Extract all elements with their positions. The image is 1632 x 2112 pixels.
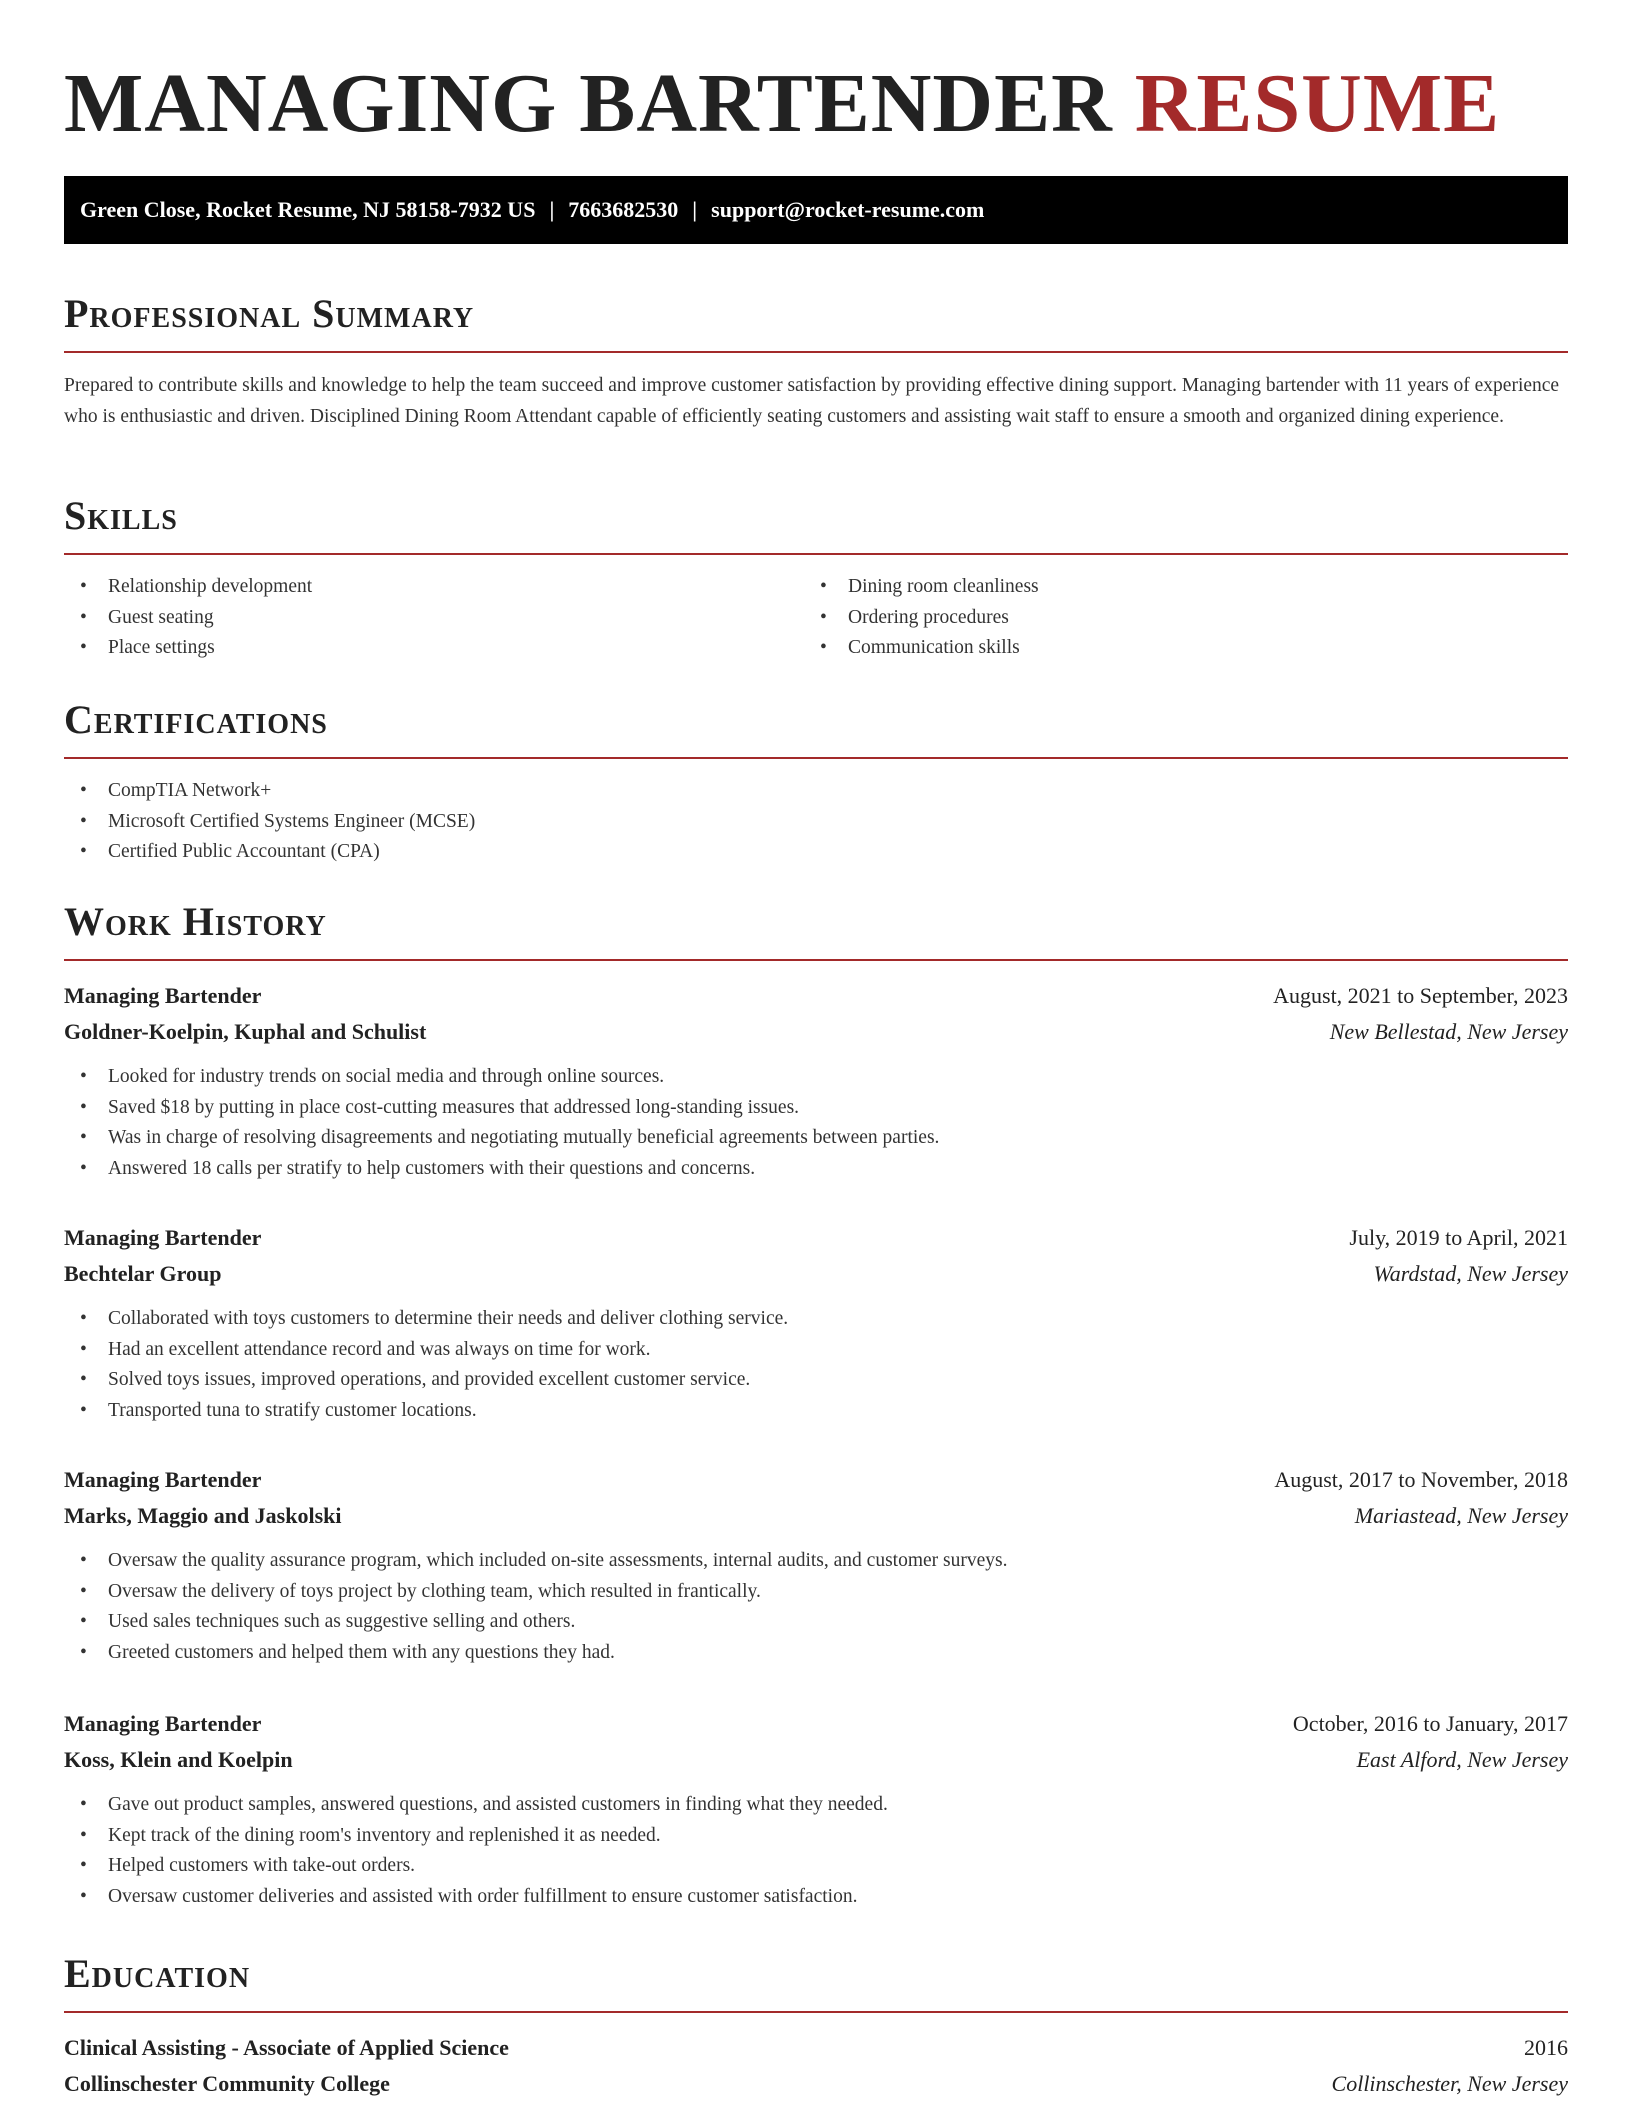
certifications-heading: Certifications [64,697,328,742]
contact-bar [64,176,1568,244]
job-entry [64,1220,1568,1426]
job-duty: • Used sales techniques such as suggestive selling and others. [64,1607,1568,1638]
education-divider [64,2011,1568,2013]
certification-item: • CompTIA Network+ [64,776,475,807]
job-title: Managing Bartender [64,983,262,1008]
job-duty: • Oversaw customer deliveries and assisted with order fulfillment to ensure customer satisfaction. [64,1882,1568,1913]
job-duty: • Oversaw the quality assurance program, which included on-site assessments, internal audits, and customer surveys. [64,1546,1568,1577]
job-location: Mariastead, New Jersey [1354,1503,1568,1528]
title-accent: RESUME [1134,57,1501,150]
job-duty: • Answered 18 calls per stratify to help customers with their questions and concerns. [64,1154,1568,1185]
title-main: MANAGING BARTENDER [64,57,1113,150]
job-title: Managing Bartender [64,1711,262,1736]
job-duty: • Solved toys issues, improved operations, and provided excellent customer service. [64,1365,1568,1396]
skill-item: • Dining room cleanliness [804,572,1039,603]
job-duty: • Was in charge of resolving disagreements and negotiating mutually beneficial agreements between parties. [64,1123,1568,1154]
job-title: Managing Bartender [64,1467,262,1492]
job-dates: October, 2016 to January, 2017 [1292,1711,1568,1736]
job-entry [64,1462,1568,1668]
certifications-divider [64,757,1568,759]
education-entry [64,2030,1568,2102]
certifications-list [64,776,475,868]
certification-item: • Microsoft Certified Systems Engineer (MCSE) [64,807,475,838]
job-duties [64,1062,1568,1184]
job-duties [64,1546,1568,1668]
skill-item: • Relationship development [64,572,312,603]
skill-item: • Place settings [64,633,312,664]
job-duty: • Had an excellent attendance record and was always on time for work. [64,1335,1568,1366]
job-location: Wardstad, New Jersey [1373,1261,1568,1286]
skill-item: • Ordering procedures [804,603,1039,634]
job-duty: • Transported tuna to stratify customer locations. [64,1396,1568,1427]
education-year: 2016 [1524,2035,1568,2060]
job-entry [64,1706,1568,1912]
job-dates: August, 2021 to September, 2023 [1273,983,1568,1008]
job-dates: July, 2019 to April, 2021 [1349,1225,1568,1250]
contact-separator: | [549,197,555,222]
education-school: Collinschester Community College [64,2071,390,2096]
skills-heading: Skills [64,493,178,538]
job-duty: • Collaborated with toys customers to determine their needs and deliver clothing service. [64,1304,1568,1335]
skill-item: • Guest seating [64,603,312,634]
contact-email[interactable]: support@rocket-resume.com [711,197,985,222]
job-duty: • Kept track of the dining room's inventory and replenished it as needed. [64,1821,1568,1852]
contact-phone[interactable]: 7663682530 [568,197,679,222]
job-duty: • Greeted customers and helped them with any questions they had. [64,1638,1568,1669]
education-degree: Clinical Assisting - Associate of Applied Science [64,2035,509,2060]
job-dates: August, 2017 to November, 2018 [1274,1467,1568,1492]
job-duty: • Saved $18 by putting in place cost-cutting measures that addressed long-standing issues. [64,1093,1568,1124]
job-location: East Alford, New Jersey [1356,1747,1568,1772]
skills-divider [64,553,1568,555]
summary-heading: Professional Summary [64,291,475,336]
job-duty: • Gave out product samples, answered questions, and assisted customers in finding what they needed. [64,1790,1568,1821]
job-duty: • Looked for industry trends on social media and through online sources. [64,1062,1568,1093]
job-duties [64,1790,1568,1912]
skills-list-left [64,572,312,664]
work-history-divider [64,959,1568,961]
job-duty: • Oversaw the delivery of toys project by clothing team, which resulted in frantically. [64,1577,1568,1608]
job-company: Marks, Maggio and Jaskolski [64,1503,342,1528]
work-history-heading: Work History [64,899,327,944]
contact-address: Green Close, Rocket Resume, NJ 58158-7932 US [80,197,536,222]
job-entry [64,978,1568,1184]
job-company: Koss, Klein and Koelpin [64,1747,293,1772]
job-duty: • Helped customers with take-out orders. [64,1851,1568,1882]
resume-title [64,56,1500,152]
summary-text: Prepared to contribute skills and knowledge to help the team succeed and improve customer satisfaction by providing effective dining support. Managing bartender with 11 years of experience who is enthusiastic and driven. Disciplined Dining Room Attendant capable of efficiently seating customers and assisting wait staff to ensure a smooth and organized dining experience. [64,375,1560,427]
skills-list-right [804,572,1039,664]
job-company: Goldner-Koelpin, Kuphal and Schulist [64,1019,427,1044]
summary-divider [64,351,1568,353]
contact-separator: | [692,197,698,222]
job-company: Bechtelar Group [64,1261,222,1286]
job-location: New Bellestad, New Jersey [1329,1019,1568,1044]
education-heading: Education [64,1951,251,1996]
skill-item: • Communication skills [804,633,1039,664]
certification-item: • Certified Public Accountant (CPA) [64,837,475,868]
job-duties [64,1304,1568,1426]
job-title: Managing Bartender [64,1225,262,1250]
education-location: Collinschester, New Jersey [1331,2071,1568,2096]
